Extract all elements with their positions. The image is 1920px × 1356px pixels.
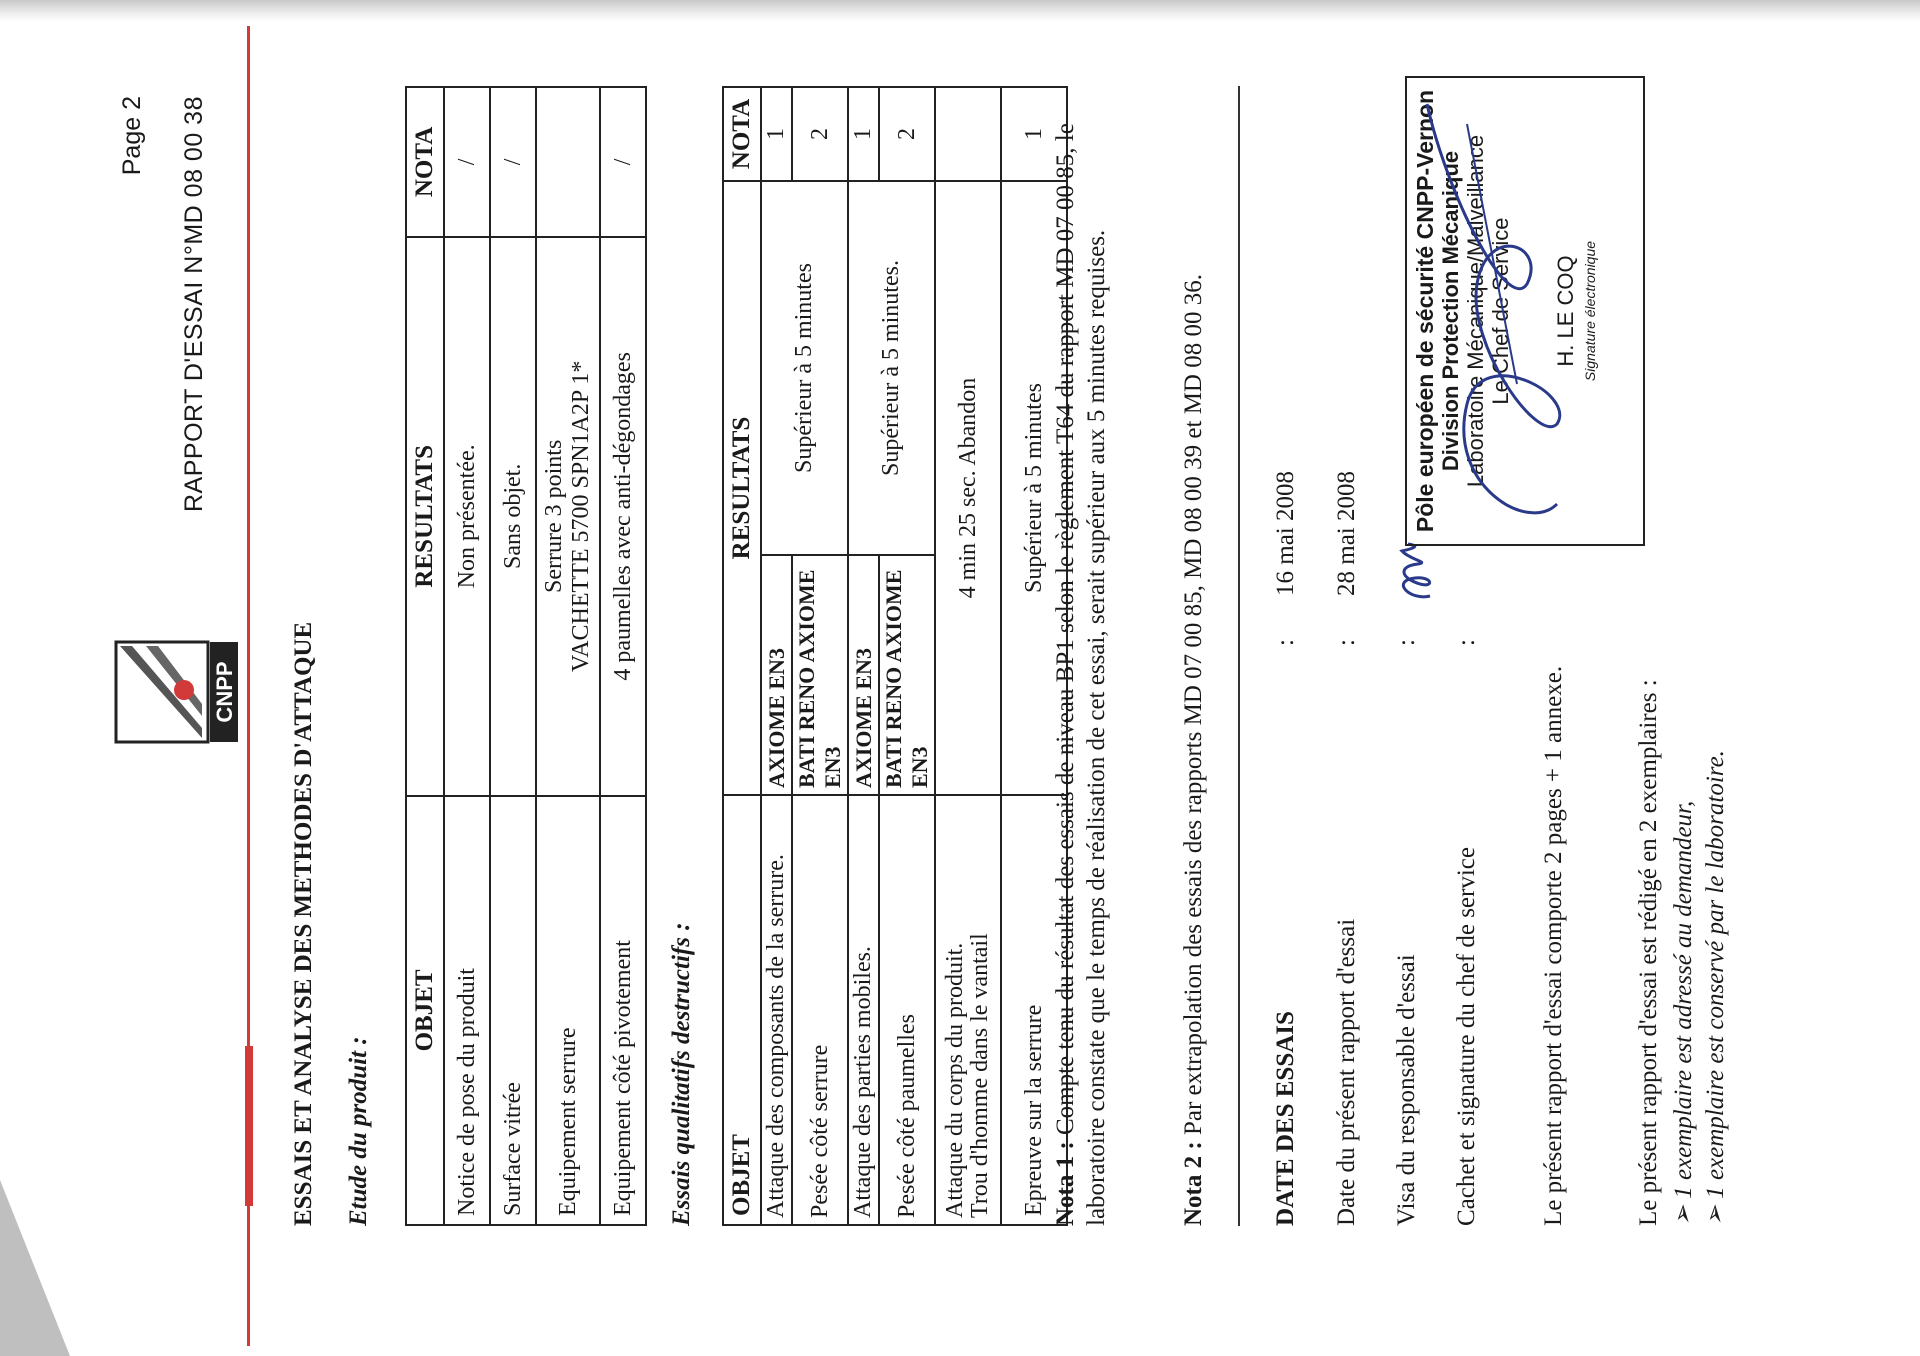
table-header-row	[723, 87, 761, 1225]
table-row	[600, 87, 646, 1225]
official-stamp	[1405, 76, 1645, 546]
logo-text: CNPP	[212, 661, 237, 723]
report-title: RAPPORT D'ESSAI N°MD 08 00 38	[180, 96, 208, 513]
nota-2-label: Nota 2 :	[1180, 1141, 1207, 1226]
cell-objet: Pesée côté serrure	[792, 795, 848, 1225]
resultat-line: Serrure 3 points	[541, 439, 567, 593]
stamp-line: Pôle européen de sécurité CNPP-Vernon	[1412, 89, 1438, 533]
col-nota: NOTA	[723, 87, 761, 181]
cell-objet: Epreuve sur la serrure	[1001, 795, 1067, 1225]
cell-objet: Equipement serrure	[536, 796, 600, 1225]
visa-signature	[1380, 536, 1440, 606]
etude-table	[405, 86, 647, 1226]
cell-nota: 1	[761, 87, 792, 181]
date-essais-value: 16 mai 2008	[1272, 471, 1299, 596]
cell-nota: 1	[848, 87, 879, 181]
cell-produit: AXIOME EN3	[848, 555, 879, 795]
etude-heading: Etude du produit :	[345, 1036, 372, 1226]
document-page	[0, 36, 1900, 1356]
table-row	[490, 87, 536, 1225]
page-header	[0, 36, 250, 1356]
cell-resultat	[536, 237, 600, 796]
colon: :	[1393, 639, 1420, 646]
cell-objet	[935, 795, 1001, 1225]
pages-count-text: Le présent rapport d'essai comporte 2 pages + 1 annexe.	[1540, 665, 1567, 1226]
cachet-label: Cachet et signature du chef de service	[1453, 847, 1480, 1226]
col-objet: OBJET	[406, 796, 444, 1225]
objet-line: Attaque du corps du produit.	[942, 942, 968, 1218]
nota-1-label: Nota 1 :	[1052, 1141, 1079, 1226]
col-resultats: RESULTATS	[723, 181, 761, 795]
header-red-bar	[245, 1046, 253, 1206]
stamp-line: Division Protection Mécanique	[1438, 150, 1463, 472]
cell-nota	[536, 87, 600, 237]
section-title: ESSAIS ET ANALYSE DES METHODES D'ATTAQUE	[290, 621, 317, 1226]
objet-line: Trou d'homme dans le vantail	[967, 933, 993, 1218]
divider	[1238, 86, 1240, 1226]
cell-resultat: Non présentée.	[444, 237, 490, 796]
cell-resultat: 4 paumelles avec anti-dégondages	[600, 237, 646, 796]
table-row	[848, 87, 879, 1225]
cell-produit: BATI RENO AXIOME EN3	[792, 555, 848, 795]
nota-2-text: Par extrapolation des essais des rapports MD 07 00 85, MD 08 00 39 et MD 08 00 36.	[1180, 274, 1207, 1136]
cell-nota: /	[600, 87, 646, 237]
col-objet: OBJET	[723, 795, 761, 1225]
cell-nota: 2	[879, 87, 935, 181]
table-row	[536, 87, 600, 1225]
table-row	[444, 87, 490, 1225]
page-number: Page 2	[118, 96, 146, 176]
arrow-bullet-icon: ➢	[1702, 1205, 1729, 1226]
stamp-line: H. LE COQ	[1553, 255, 1578, 367]
cell-resultat: Supérieur à 5 minutes.	[848, 181, 935, 555]
cell-objet: Surface vitrée	[490, 796, 536, 1225]
cell-nota	[935, 87, 1001, 181]
cell-resultat: Supérieur à 5 minutes	[761, 181, 848, 555]
bullet-item	[1700, 750, 1730, 1226]
cell-resultat: Sans objet.	[490, 237, 536, 796]
cell-objet: Attaque des parties mobiles.	[848, 795, 879, 1225]
copies-text: Le présent rapport d'essai est rédigé en 2 exemplaires :	[1635, 679, 1662, 1226]
stamp-line: Signature électronique	[1582, 240, 1598, 382]
cell-nota: 2	[792, 87, 848, 181]
visa-label: Visa du responsable d'essai	[1393, 954, 1420, 1226]
cell-objet: Attaque des composants de la serrure.	[761, 795, 792, 1225]
bullet-item	[1668, 801, 1698, 1226]
date-essais-label: DATE DES ESSAIS	[1272, 1011, 1299, 1226]
date-rapport-label: Date du présent rapport d'essai	[1333, 918, 1360, 1226]
nota-1-text: Compte tenu du résultat des essais de niveau BP1 selon le règlement T64 du rapport MD 07 00 85, le laboratoire constate que le temps de réalisation de cet essai, serait supérieur aux 5 minutes requises.	[1052, 123, 1110, 1226]
cell-resultat: Supérieur à 5 minutes	[1001, 181, 1067, 795]
arrow-bullet-icon: ➢	[1670, 1205, 1697, 1226]
scan-edge	[0, 0, 1920, 22]
chef-signature	[1407, 74, 1647, 544]
colon: :	[1333, 639, 1360, 646]
cell-nota: /	[490, 87, 536, 237]
colon: :	[1272, 639, 1299, 646]
resultat-line: VACHETTE 5700 SPN1A2P 1*	[568, 360, 594, 673]
bullet-text: 1 exemplaire est conservé par le laboratoire.	[1702, 750, 1729, 1199]
stamp-line: Le Chef de Service	[1488, 217, 1513, 405]
cell-nota: 1	[1001, 87, 1067, 181]
cell-objet: Pesée côté paumelles	[879, 795, 935, 1225]
nota-1	[1050, 76, 1112, 1226]
bullet-text: 1 exemplaire est adressé au demandeur,	[1670, 800, 1697, 1199]
date-rapport-value: 28 mai 2008	[1333, 471, 1360, 596]
cell-objet: Equipement côté pivotement	[600, 796, 646, 1225]
stamp-line: Laboratoire Mécanique/Malveillance	[1463, 134, 1488, 488]
table-row	[761, 87, 792, 1225]
table-header-row	[406, 87, 444, 1225]
table-row	[935, 87, 1001, 1225]
cell-produit: AXIOME EN3	[761, 555, 792, 795]
nota-2	[1178, 76, 1209, 1226]
cell-objet: Notice de pose du produit	[444, 796, 490, 1225]
cell-nota: /	[444, 87, 490, 237]
colon: :	[1453, 639, 1480, 646]
col-resultats: RESULTATS	[406, 237, 444, 796]
col-nota: NOTA	[406, 87, 444, 237]
cell-resultat: 4 min 25 sec. Abandon	[935, 181, 1001, 795]
essais-heading: Essais qualitatifs destructifs :	[668, 922, 695, 1226]
essais-table	[722, 86, 1068, 1226]
cell-produit: BATI RENO AXIOME EN3	[879, 555, 935, 795]
